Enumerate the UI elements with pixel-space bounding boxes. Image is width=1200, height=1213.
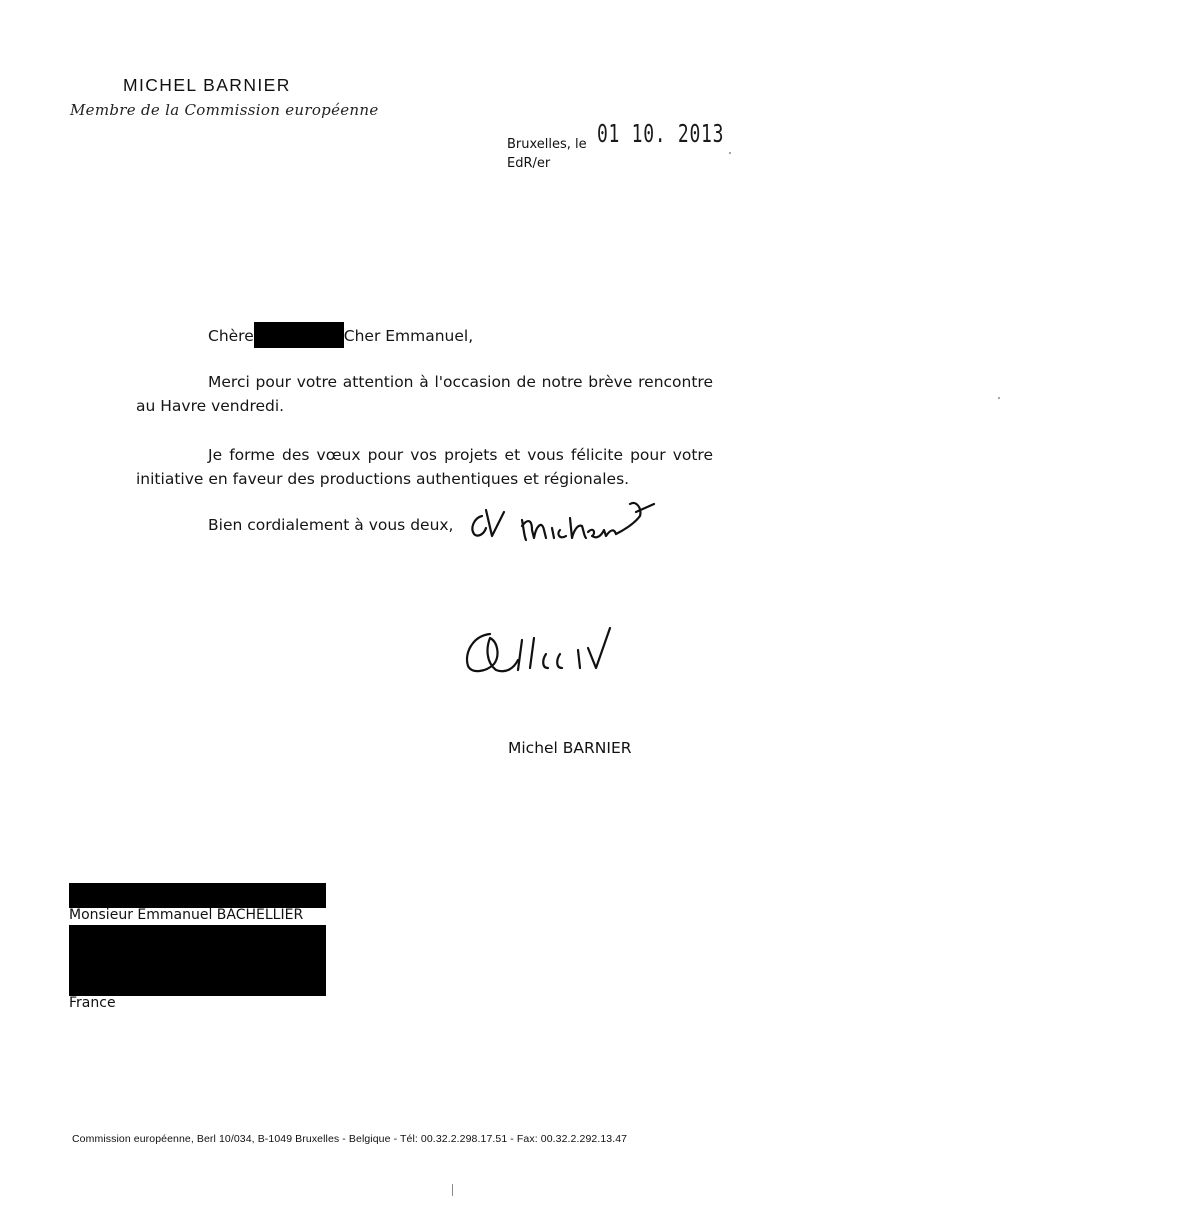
scan-speck	[998, 397, 1000, 399]
redaction-bar	[69, 925, 326, 996]
signatory-name: Michel BARNIER	[508, 739, 632, 757]
redaction-bar	[254, 322, 344, 348]
date-stamp: 01 10. 2013	[597, 119, 725, 148]
salutation-end: Cher Emmanuel,	[343, 327, 474, 345]
reference-code: EdR/er	[507, 156, 551, 171]
signature	[460, 620, 630, 690]
scan-speck	[452, 1184, 453, 1196]
scan-speck	[729, 152, 731, 154]
place-label: Bruxelles, le	[507, 137, 587, 152]
paragraph-1: Merci pour votre attention à l'occasion de notre brève rencontre au Havre vendredi.	[136, 373, 713, 415]
footer-address: Commission européenne, Berl 10/034, B-1049 Bruxelles - Belgique - Tél: 00.32.2.298.17.51 - Fax: 00.32.2.292.13.47	[72, 1133, 628, 1145]
sender-name: MICHEL BARNIER	[123, 75, 291, 95]
closing-line: Bien cordialement à vous deux,	[208, 516, 454, 534]
salutation	[208, 322, 473, 348]
recipient-name: Monsieur Emmanuel BACHELLIER	[69, 907, 304, 923]
handwritten-annotation	[464, 490, 684, 550]
salutation-start: Chère	[208, 327, 254, 345]
redaction-bar	[69, 883, 326, 908]
sender-role: Membre de la Commission européenne	[70, 101, 379, 119]
recipient-country: France	[69, 995, 116, 1011]
paragraph-2: Je forme des vœux pour vos projets et vous félicite pour votre initiative en faveur des productions authentiques et régionales.	[136, 446, 713, 488]
